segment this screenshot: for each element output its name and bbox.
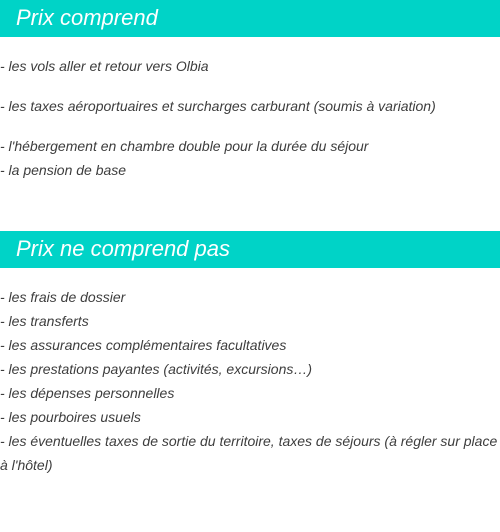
list-item: - les pourboires usuels bbox=[0, 409, 141, 425]
list-item: - les transferts bbox=[0, 313, 89, 329]
excluded-section-title: Prix ne comprend pas bbox=[16, 236, 230, 261]
included-section-header bbox=[0, 0, 500, 37]
list-item: - l'hébergement en chambre double pour la durée du séjour bbox=[0, 138, 369, 154]
list-item: - les assurances complémentaires facultatives bbox=[0, 337, 287, 353]
included-section-title: Prix comprend bbox=[16, 5, 158, 30]
list-item: - les dépenses personnelles bbox=[0, 385, 175, 401]
list-item: - les vols aller et retour vers Olbia bbox=[0, 58, 209, 74]
list-item: - la pension de base bbox=[0, 162, 127, 178]
list-item: - les prestations payantes (activités, excursions…) bbox=[0, 361, 313, 377]
list-item: - les éventuelles taxes de sortie du territoire, taxes de séjours (à régler sur place à l'hôtel) bbox=[0, 433, 498, 473]
list-item: - les frais de dossier bbox=[0, 289, 126, 305]
excluded-section-header bbox=[0, 231, 500, 268]
list-item: - les taxes aéroportuaires et surcharges carburant (soumis à variation) bbox=[0, 98, 436, 114]
